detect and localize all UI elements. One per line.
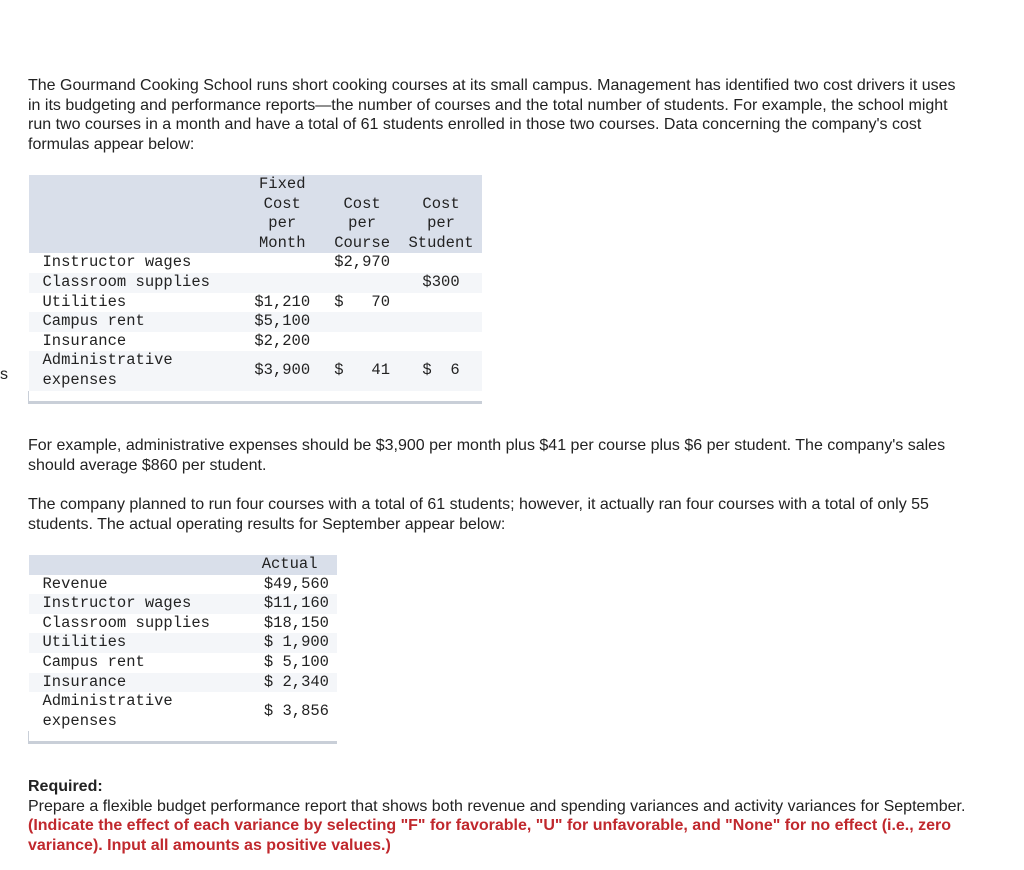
row-label: Instructor wages	[42, 594, 192, 613]
student-cost-cell	[400, 332, 482, 352]
header-line: Student	[408, 233, 474, 252]
row-label: Classroom supplies	[42, 272, 210, 291]
fixed-cost-cell	[240, 273, 324, 293]
header-line: Cost	[422, 194, 460, 213]
header-blank	[29, 555, 243, 575]
fixed-cost-cell: $5,100	[254, 312, 311, 331]
actual-results-table	[28, 555, 337, 744]
header-line: Cost	[263, 194, 301, 213]
header-cost-per-student	[400, 175, 482, 253]
actual-value-cell: $18,150	[263, 613, 329, 632]
header-line: Fixed	[258, 175, 306, 193]
cropped-edge-text: s	[0, 366, 8, 383]
row-label	[29, 351, 241, 390]
row-label: Classroom supplies	[42, 613, 210, 632]
table-row	[29, 633, 338, 653]
row-label: Revenue	[42, 574, 108, 593]
row-label: Insurance	[42, 672, 127, 691]
student-cost-cell	[400, 293, 482, 313]
fixed-cost-cell: $2,200	[254, 331, 311, 350]
actual-table-header	[29, 555, 338, 575]
row-label: Instructor wages	[42, 253, 192, 272]
row-label	[29, 692, 243, 731]
table-row	[29, 293, 483, 313]
actual-value-cell: $49,560	[263, 574, 329, 593]
intro-paragraph: The Gourmand Cooking School runs short cooking courses at its small campus. Management has identified two cost drivers it uses in its budgeting and performance reports—the number of courses and the total number of students. For example, the school might run two courses in a month and have a total of 61 students enrolled in those two courses. Data concerning the company's cost formulas appear below:	[28, 77, 956, 153]
table-row	[29, 614, 338, 634]
actual-value-cell: $ 5,100	[263, 652, 329, 671]
planned-paragraph: The company planned to run four courses with a total of 61 students; however, it actually ran four courses with a total of only 55 students. The actual operating results for September appear below:	[28, 496, 929, 533]
table-row	[29, 692, 338, 731]
row-label: Campus rent	[42, 652, 145, 671]
table-row	[29, 673, 338, 693]
row-label-line: Administrative	[42, 692, 173, 711]
required-section	[28, 777, 968, 855]
row-label-line: Administrative	[42, 351, 173, 370]
table-row	[29, 575, 338, 595]
student-cost-cell	[400, 253, 482, 273]
course-cost-cell	[324, 273, 400, 293]
header-fixed-cost-per-month	[240, 175, 324, 253]
table-row	[29, 351, 483, 390]
header-line: per	[427, 214, 455, 233]
required-instruction: (Indicate the effect of each variance by selecting "F" for favorable, "U" for unfavorable, and "None" for no effect (i.e., zero variance). Input all amounts as positive values.)	[28, 817, 952, 854]
header-blank	[29, 175, 241, 253]
table-row	[29, 332, 483, 352]
table-footer	[29, 731, 338, 743]
table-row	[29, 273, 483, 293]
table-row	[29, 253, 483, 273]
course-cost-cell: $ 70	[334, 292, 391, 311]
row-label-line: expenses	[42, 370, 117, 389]
header-line: Course	[334, 233, 391, 252]
table-footer	[29, 391, 483, 403]
header-line: Cost	[343, 194, 381, 213]
fixed-cost-cell: $1,210	[254, 292, 311, 311]
required-text: Prepare a flexible budget performance report that shows both revenue and spending variances and activity variances for September.	[28, 797, 966, 815]
student-cost-cell: $300	[422, 272, 460, 291]
row-label-line: expenses	[42, 711, 117, 730]
table-row	[29, 653, 338, 673]
fixed-cost-cell: $3,900	[254, 361, 311, 380]
header-cost-per-course	[324, 175, 400, 253]
table-row	[29, 594, 338, 614]
student-cost-cell	[400, 312, 482, 332]
row-label: Insurance	[42, 331, 127, 350]
header-line: per	[348, 214, 377, 233]
course-cost-cell: $ 41	[334, 361, 391, 380]
course-cost-cell	[324, 332, 400, 352]
actual-value-cell: $ 2,340	[263, 672, 329, 691]
required-label: Required:	[28, 778, 103, 795]
actual-value-cell: $ 1,900	[263, 633, 329, 652]
student-cost-cell: $ 6	[422, 361, 460, 380]
cost-table-header	[29, 175, 483, 253]
table-row	[29, 312, 483, 332]
row-label: Campus rent	[42, 312, 145, 331]
header-line: Month	[258, 233, 306, 252]
actual-value-cell: $11,160	[263, 594, 329, 613]
row-label: Utilities	[42, 633, 127, 652]
header-actual: Actual	[242, 555, 337, 575]
actual-value-cell: $ 3,856	[263, 701, 329, 720]
course-cost-cell: $2,970	[334, 253, 391, 272]
course-cost-cell	[324, 312, 400, 332]
row-label: Utilities	[42, 292, 127, 311]
cost-formula-table	[28, 175, 482, 404]
header-line: per	[268, 214, 297, 233]
fixed-cost-cell	[240, 253, 324, 273]
example-paragraph: For example, administrative expenses should be $3,900 per month plus $41 per course plus $6 per student. The company's sales should average $860 per student.	[28, 437, 946, 474]
